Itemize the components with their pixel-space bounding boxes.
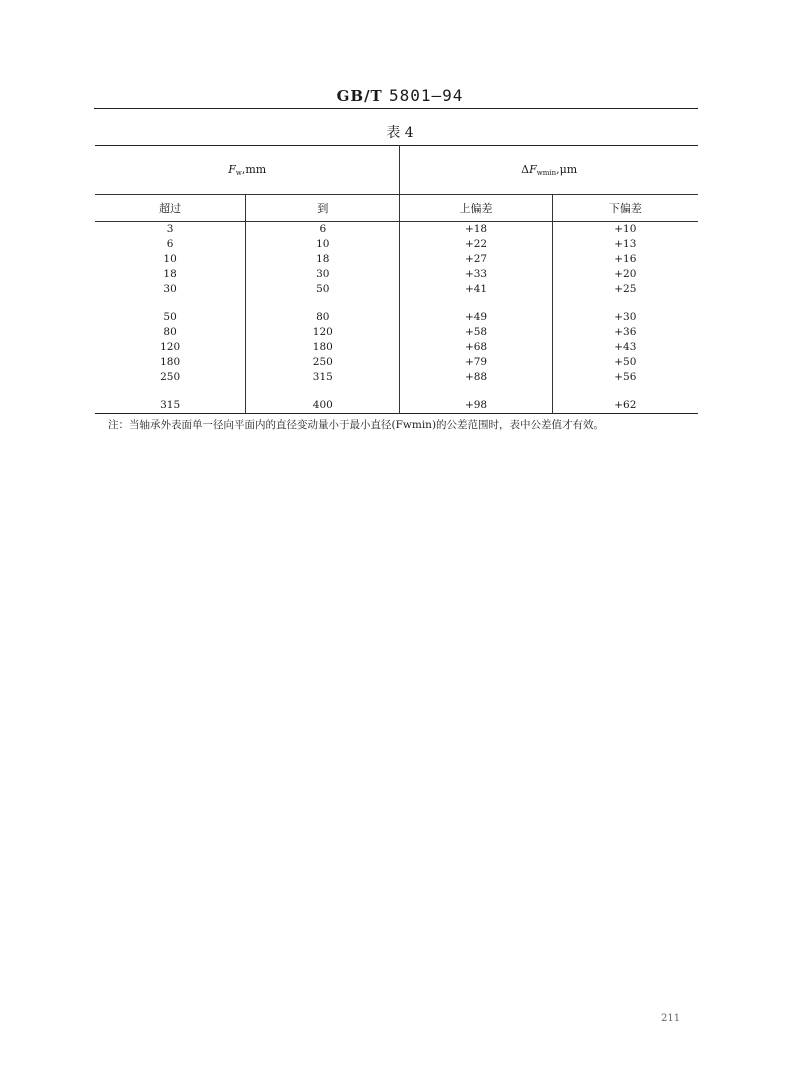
- cell-to: 180: [246, 340, 400, 355]
- table-row: [95, 398, 698, 413]
- row-group-spacer: [95, 296, 698, 310]
- table-row: [95, 369, 698, 384]
- group-header-row: [95, 146, 698, 195]
- cell-lower-deviation: +10: [552, 222, 698, 237]
- cell-upper-deviation: +68: [400, 340, 552, 355]
- cell-over: 120: [160, 340, 181, 353]
- cell-to: 80: [246, 310, 400, 325]
- cell-over: 250: [160, 370, 181, 383]
- cell-upper-deviation: +41: [400, 281, 552, 296]
- standard-prefix: GB/T: [336, 87, 383, 105]
- cell-lower-deviation: +25: [552, 281, 698, 296]
- cell-upper-deviation: +18: [400, 222, 552, 237]
- cell-over: 18: [163, 267, 177, 280]
- cell-lower-deviation: +30: [552, 310, 698, 325]
- spacer-cell: [400, 384, 552, 398]
- header-rule: [94, 108, 698, 109]
- delta-unit: ,μm: [556, 163, 578, 176]
- cell-to: 315: [246, 369, 400, 384]
- spacer-cell: [552, 296, 698, 310]
- spacer-cell: [552, 384, 698, 398]
- spacer-cell: [95, 384, 246, 398]
- cell-to: 30: [246, 266, 400, 281]
- cell-lower-deviation: +50: [552, 354, 698, 369]
- cell-to: 400: [246, 398, 400, 413]
- table-row: [95, 281, 698, 296]
- table-row: [95, 354, 698, 369]
- cell-over: 10: [163, 252, 177, 265]
- table-note: 注：当轴承外表面单一径向平面内的直径变动量小于最小直径(Fwmin)的公差范围时，表中公差值才有效。: [108, 419, 605, 431]
- cell-over: 3: [166, 223, 174, 236]
- table-caption: 表 4: [386, 125, 414, 141]
- spacer-cell: [400, 296, 552, 310]
- column-header-row: [95, 195, 698, 222]
- fw-subscript: w: [235, 169, 242, 177]
- cell-upper-deviation: +22: [400, 237, 552, 252]
- table-body: [95, 222, 698, 414]
- table-row: [95, 237, 698, 252]
- spacer-cell: [246, 384, 400, 398]
- cell-to: 50: [246, 281, 400, 296]
- spacer-cell: [95, 296, 246, 310]
- cell-lower-deviation: +56: [552, 369, 698, 384]
- cell-to: 10: [246, 237, 400, 252]
- fw-unit: ,mm: [241, 163, 267, 176]
- spacer-cell: [246, 296, 400, 310]
- cell-over: 315: [160, 399, 181, 412]
- cell-upper-deviation: +88: [400, 369, 552, 384]
- cell-to: 6: [246, 222, 400, 237]
- tolerance-table: [95, 145, 698, 414]
- col-header-over: 超过: [159, 202, 182, 215]
- delta-symbol: F: [529, 163, 537, 176]
- cell-upper-deviation: +79: [400, 354, 552, 369]
- cell-lower-deviation: +62: [552, 398, 698, 413]
- col-header-to: 到: [246, 195, 400, 222]
- cell-upper-deviation: +49: [400, 310, 552, 325]
- cell-over: 180: [160, 355, 181, 368]
- cell-lower-deviation: +20: [552, 266, 698, 281]
- table-row: [95, 325, 698, 340]
- cell-over: 50: [163, 311, 177, 324]
- group-header-delta-fwmin: [400, 146, 698, 195]
- table-row: [95, 310, 698, 325]
- cell-over: 80: [163, 326, 177, 339]
- cell-lower-deviation: +36: [552, 325, 698, 340]
- row-group-spacer: [95, 384, 698, 398]
- delta-prefix: Δ: [521, 163, 530, 176]
- table-row: [95, 266, 698, 281]
- cell-to: 120: [246, 325, 400, 340]
- standard-header: [0, 86, 800, 105]
- col-header-upper: 上偏差: [400, 195, 552, 222]
- cell-over: 30: [163, 282, 177, 295]
- delta-subscript: wmin: [536, 169, 557, 177]
- cell-to: 250: [246, 354, 400, 369]
- cell-upper-deviation: +27: [400, 252, 552, 267]
- table-row: [95, 222, 698, 237]
- standard-number: 5801—94: [388, 86, 464, 105]
- table-row: [95, 252, 698, 267]
- cell-upper-deviation: +58: [400, 325, 552, 340]
- group-header-fw: [95, 146, 400, 195]
- cell-lower-deviation: +16: [552, 252, 698, 267]
- cell-to: 18: [246, 252, 400, 267]
- page-number: 211: [661, 1013, 681, 1024]
- table-row: [95, 340, 698, 355]
- cell-upper-deviation: +33: [400, 266, 552, 281]
- cell-lower-deviation: +43: [552, 340, 698, 355]
- cell-over: 6: [166, 238, 174, 251]
- col-header-lower: 下偏差: [552, 195, 698, 222]
- cell-lower-deviation: +13: [552, 237, 698, 252]
- cell-upper-deviation: +98: [400, 398, 552, 413]
- fw-symbol: F: [228, 163, 236, 176]
